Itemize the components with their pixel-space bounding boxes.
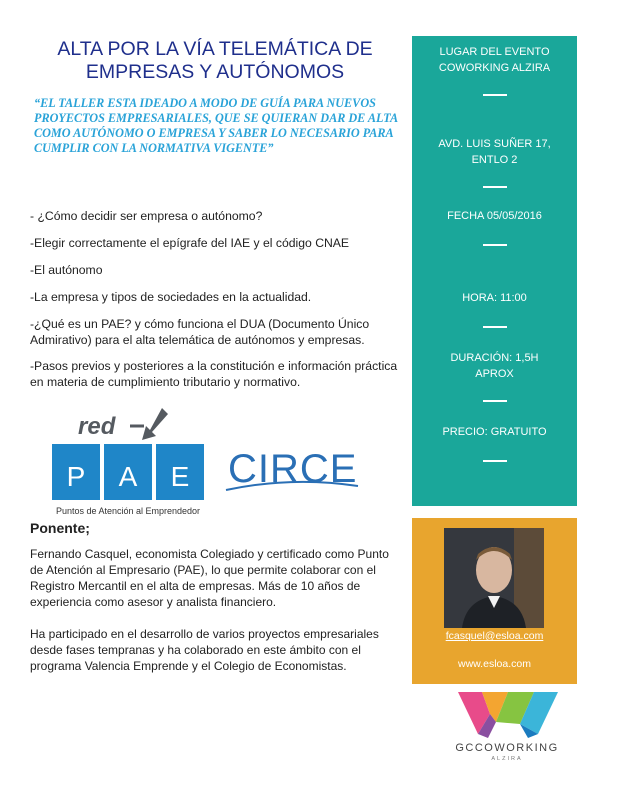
topic-item: -El autónomo [30, 263, 103, 277]
page-title [30, 38, 400, 84]
title-line-1: ALTA POR LA VÍA TELEMÁTICA DE [57, 38, 373, 60]
pae-letter-p: P [66, 461, 86, 492]
speaker-heading: Ponente; [30, 520, 90, 536]
separator [483, 94, 507, 96]
pae-letter-a: A [118, 461, 138, 492]
event-time: HORA: 11:00 [462, 292, 527, 304]
separator [483, 400, 507, 402]
separator [483, 326, 507, 328]
event-duration-2: APROX [475, 368, 514, 380]
workshop-quote: “EL TALLER ESTA IDEADO A MODO DE GUÍA PARA NUEVOS PROYECTOS EMPRESARIALES, QUE SE QUIERAN DAR DE ALTA COMO AUTÓNOMO O EMPRESA Y SABER LO NECESARIO PARA CUMPLIR CON LA NORMATIVA VIGENTE” [34, 96, 398, 155]
gccoworking-logo [448, 686, 568, 776]
topic-item: -Elegir correctamente el epígrafe del IAE y el código CNAE [30, 236, 350, 250]
pae-letter-e: E [170, 461, 190, 492]
red-pae-logo [52, 402, 212, 522]
speaker-photo [444, 528, 544, 628]
separator [483, 244, 507, 246]
event-date: FECHA 05/05/2016 [447, 210, 542, 222]
speaker-contact-panel [412, 518, 577, 684]
topic-item: -¿Qué es un PAE? y cómo funciona el DUA (Documento Único Admirativo) para el alta telemática de autónomos y empresas. [30, 317, 370, 347]
speaker-bio-1: Fernando Casquel, economista Colegiado y certificado como Punto de Atención al Empresario (PAE), lo que permite colaborar con el Registro Mercantil en el alta de empresas. Más de 10 años de experiencia como asesor y analista financiero. [30, 547, 389, 609]
title-line-2: EMPRESAS Y AUTÓNOMOS [85, 61, 345, 83]
topic-item: - ¿Cómo decidir ser empresa o autónomo? [30, 209, 263, 223]
speaker-email-link[interactable]: fcasquel@esloa.com [445, 630, 544, 642]
topic-item: -Pasos previos y posteriores a la constitución e información práctica en materia de cumplimiento tributario y normativo. [30, 359, 398, 389]
speaker-bio-2: Ha participado en el desarrollo de varios proyectos empresariales desde fases tempranas y ha colaborado en este ámbito con el programa Valencia Emprende y el Colegio de Economistas. [30, 627, 379, 673]
separator [483, 186, 507, 188]
event-duration-1: DURACIÓN: 1,5H [450, 352, 539, 364]
circe-word: CIRCE [228, 447, 358, 491]
speaker-website[interactable]: www.esloa.com [458, 658, 531, 670]
pae-red-word: red [78, 413, 116, 440]
address-line-2: ENTLO 2 [471, 154, 518, 166]
event-price: PRECIO: GRATUITO [442, 426, 547, 438]
gccoworking-subtitle: ALZIRA [491, 756, 523, 762]
location-label: LUGAR DEL EVENTO [439, 46, 550, 58]
separator [483, 460, 507, 462]
location-name: COWORKING ALZIRA [438, 62, 551, 74]
pae-caption: Puntos de Atención al Emprendedor [55, 506, 201, 516]
portrait-icon [444, 528, 544, 628]
gccoworking-name: GCCOWORKING [455, 742, 559, 754]
topic-item: -La empresa y tipos de sociedades en la actualidad. [30, 290, 312, 304]
event-info-panel [412, 36, 577, 506]
address-line-1: AVD. LUIS SUÑER 17, [438, 138, 551, 150]
cursor-arrow-icon [142, 408, 168, 440]
circe-logo [222, 442, 362, 502]
